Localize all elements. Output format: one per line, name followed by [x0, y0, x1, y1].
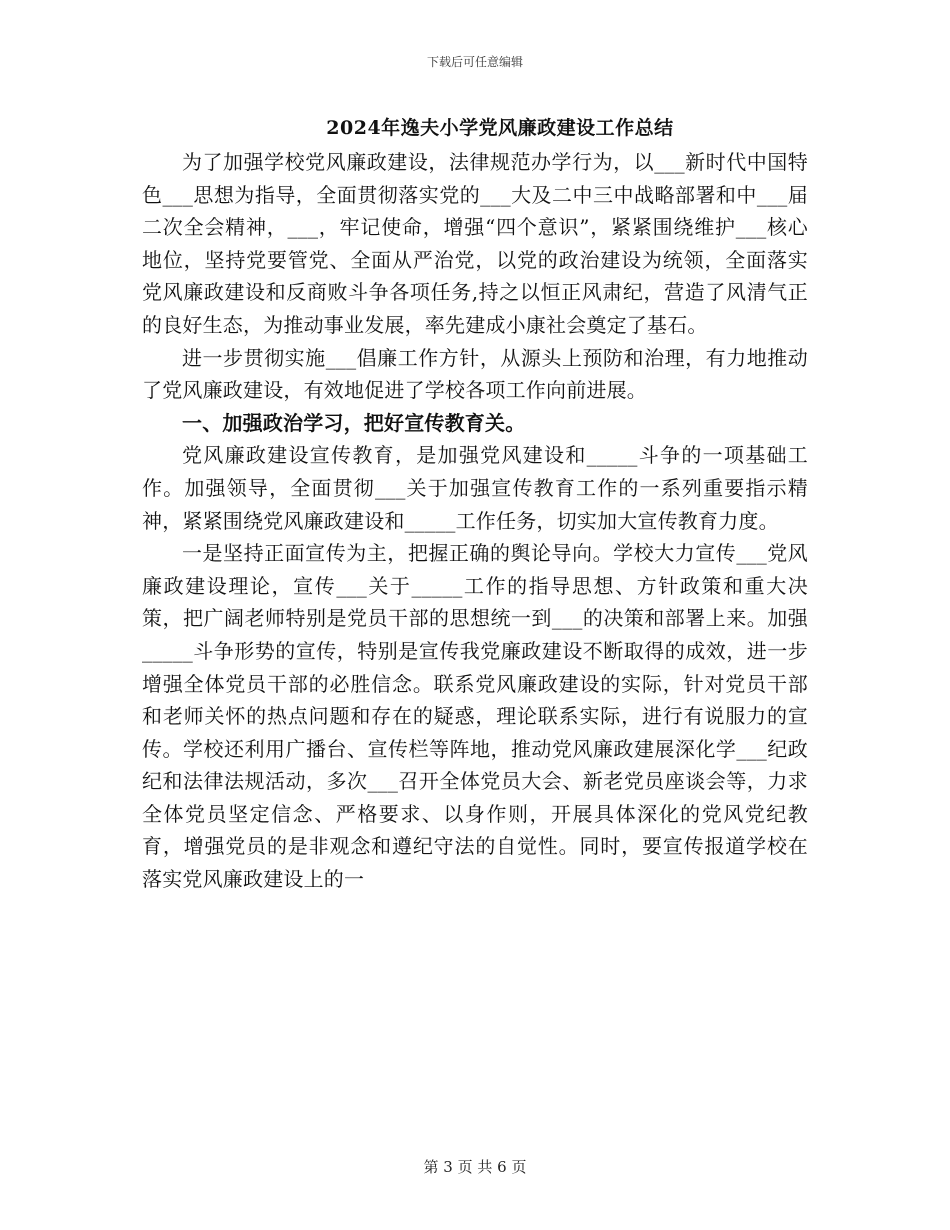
paragraph-education: 党风廉政建设宣传教育，是加强党风建设和_____斗争的一项基础工作。加强领导，全面贯彻___关于加强宣传教育工作的一系列重要指示精神，紧紧围绕党风廉政建设和_____工作任务，切实加大宣传教育力度。: [142, 443, 808, 533]
paragraph-propaganda: 一是坚持正面宣传为主，把握正确的舆论导向。学校大力宣传___党风廉政建设理论，宣传___关于_____工作的指导思想、方针政策和重大决策，把广阔老师特别是党员干部的思想统一到___的决策和部署上来。加强_____斗争形势的宣传，特别是宣传我党廉政建设不断取得的成效，进一步增强全体党员干部的必胜信念。联系党风廉政建设的实际，针对党员干部和老师关怀的热点问题和存在的疑惑，理论联系实际，进行有说服力的宣传。学校还利用广播台、宣传栏等阵地，推动党风廉政建展深化学___纪政纪和法律法规活动，多次___召开全体党员大会、新老党员座谈会等，力求全体党员坚定信念、严格要求、以身作则，开展具体深化的党风党纪教育，增强党员的是非观念和遵纪守法的自觉性。同时，要宣传报道学校在落实党风廉政建设上的一: [142, 541, 808, 892]
document-title: 2024年逸夫小学党风廉政建设工作总结: [326, 117, 674, 139]
paragraph-progress: 进一步贯彻实施___倡廉工作方针，从源头上预防和治理，有力地推动了党风廉政建设，有效地促进了学校各项工作向前进展。: [142, 345, 808, 403]
paragraph-intro: 为了加强学校党风廉政建设，法律规范办学行为，以___新时代中国特色___思想为指导，全面贯彻落实党的___大及二中三中战略部署和中___届二次全会精神，___，牢记使命，增强“四个意识”，紧紧围绕维护___核心地位，坚持党要管党、全面从严治党，以党的政治建设为统领，全面落实党风廉政建设和反商败斗争各项任务,持之以恒正风肃纪，营造了风清气正的良好生态，为推动事业发展，率先建成小康社会奠定了基石。: [142, 150, 808, 337]
document-body: [142, 146, 808, 896]
header-note: 下载后可任意编辑: [426, 55, 523, 69]
section-heading-1: 一、加强政治学习，把好宣传教育关。: [182, 410, 526, 435]
page-number: 第 3 页 共 6 页: [423, 1158, 527, 1176]
